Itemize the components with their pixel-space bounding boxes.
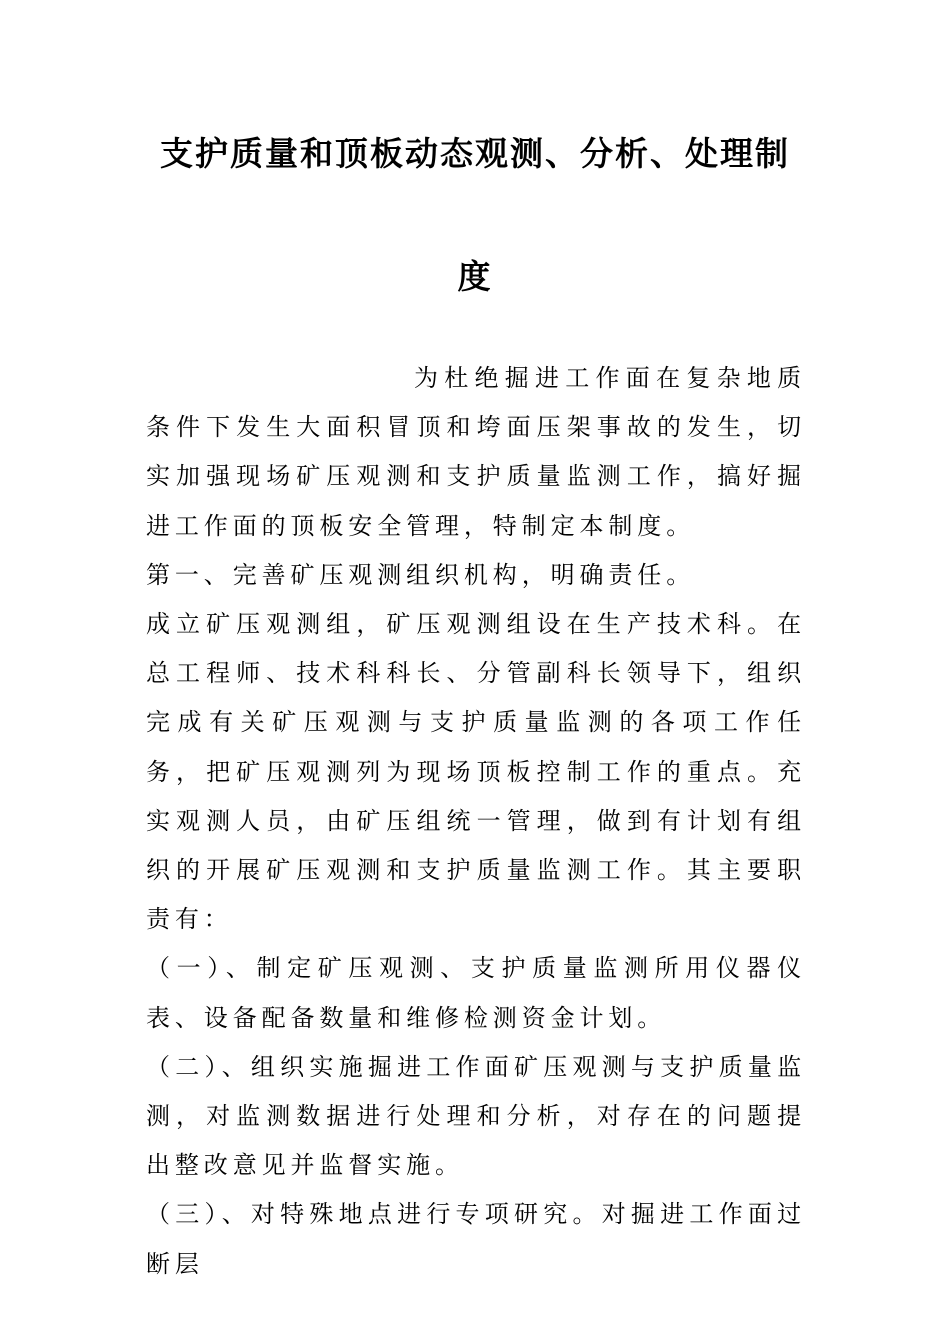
duty-item-one: （一）、制定矿压观测、支护质量监测所用仪器仪表、设备配备数量和维修检测资金计划。: [146, 954, 806, 1032]
body-paragraph: 成立矿压观测组，矿压观测组设在生产技术科。在总工程师、技术科科长、分管副科长领导下，组织完成有关矿压观测与支护质量监测的各项工作任务，把矿压观测列为现场顶板控制工作的重点。充实观测人员，由矿压组统一管理，做到有计划有组织的开展矿压观测和支护质量监测工作。其主要职责有：: [146, 610, 806, 934]
duty-item-three: （三）、对特殊地点进行专项研究。对掘进工作面过断层: [146, 1200, 806, 1278]
section-heading-one: 第一、完善矿压观测组织机构，明确责任。: [146, 560, 696, 589]
document-title-line-2: 度: [457, 257, 493, 296]
duty-item-two: （二）、组织实施掘进工作面矿压观测与支护质量监测，对监测数据进行处理和分析，对存在的问题提出整改意见并监督实施。: [146, 1052, 806, 1180]
intro-paragraph: 为杜绝掘进工作面在复杂地质条件下发生大面积冒顶和垮面压架事故的发生，切实加强现场矿压观测和支护质量监测工作，搞好掘进工作面的顶板安全管理，特制定本制度。: [146, 364, 806, 540]
document-title-line-1: 支护质量和顶板动态观测、分析、处理制: [160, 134, 790, 173]
document-body: [146, 354, 806, 1289]
